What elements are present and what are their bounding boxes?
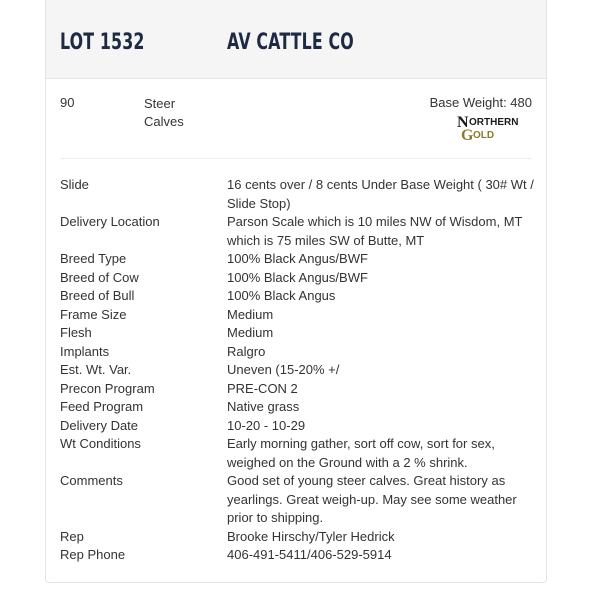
detail-value: 100% Black Angus [227,288,336,303]
detail-label: Implants [60,343,110,359]
detail-label: Rep [60,528,84,544]
detail-row-rep-phone [60,546,534,565]
detail-label: Precon Program [60,380,155,396]
lot-card [45,0,547,583]
detail-value: Native grass [227,399,300,414]
detail-row-breed-type [60,250,534,269]
detail-row-flesh [60,324,534,343]
lot-summary [60,79,532,159]
detail-row-comments [60,472,534,528]
description-line-2: Calves [144,114,184,129]
consignor-name: AV CATTLE CO [227,30,354,55]
detail-value: 100% Black Angus/BWF [227,269,368,285]
detail-row-breed-of-cow [60,269,534,288]
logo-word-1: ORTHERN [469,117,519,128]
logo-initial-g: G [461,127,474,141]
lot-number: LOT 1532 [60,30,145,55]
detail-label: Est. Wt. Var. [60,362,132,377]
detail-value: Good set of young steer calves. Great history as yearlings. Great weigh-up. May see some weather prior to shipping. [227,473,517,525]
detail-value: Ralgro [227,343,266,359]
detail-row-est-wt-var [60,361,534,380]
detail-row-breed-of-bull [60,287,534,306]
detail-label: Comments [60,473,123,488]
detail-label: Feed Program [60,399,144,414]
head-count: 90 [60,95,75,110]
detail-value: PRE-CON 2 [227,380,298,396]
lot-header [46,0,546,79]
detail-row-precon-program [60,380,534,399]
detail-label: Breed Type [60,251,127,266]
detail-label: Wt Conditions [60,436,141,451]
base-weight: Base Weight: 480 [429,95,532,110]
detail-value: 100% Black Angus/BWF [227,251,368,266]
logo-word-2: OLD [473,130,495,141]
northern-gold-logo-icon [456,113,532,141]
detail-row-delivery-location [60,213,534,250]
detail-value: Medium [227,306,274,322]
detail-row-delivery-date [60,417,534,436]
detail-label: Frame Size [60,306,127,322]
detail-row-implants [60,343,534,362]
detail-value: Early morning gather, sort off cow, sort for sex, weighed on the Ground with a 2 % shrink. [227,436,495,470]
detail-row-slide [60,176,534,213]
detail-row-rep [60,528,534,547]
detail-label: Delivery Date [60,417,139,433]
detail-label: Rep Phone [60,547,126,562]
detail-value: Brooke Hirschy/Tyler Hedrick [227,528,395,544]
detail-row-feed-program [60,398,534,417]
detail-label: Delivery Location [60,214,160,229]
detail-value: 406-491-5411/406-529-5914 [227,547,392,562]
detail-label: Breed of Cow [60,269,139,285]
detail-value: Uneven (15-20% +/ [227,362,340,377]
detail-label: Slide [60,177,89,192]
lot-details [60,176,534,565]
lot-description [144,95,184,131]
detail-row-frame-size [60,306,534,325]
detail-value: Parson Scale which is 10 miles NW of Wisdom, MT which is 75 miles SW of Butte, MT [227,214,523,248]
logo-initial-n: N [457,114,469,131]
detail-label: Breed of Bull [60,288,135,303]
detail-value: 10-20 - 10-29 [227,417,306,433]
detail-value: Medium [227,325,274,340]
description-line-1: Steer [144,96,176,111]
detail-label: Flesh [60,325,92,340]
detail-value: 16 cents over / 8 cents Under Base Weight ( 30# Wt / Slide Stop) [227,177,534,211]
detail-row-wt-conditions [60,435,534,472]
